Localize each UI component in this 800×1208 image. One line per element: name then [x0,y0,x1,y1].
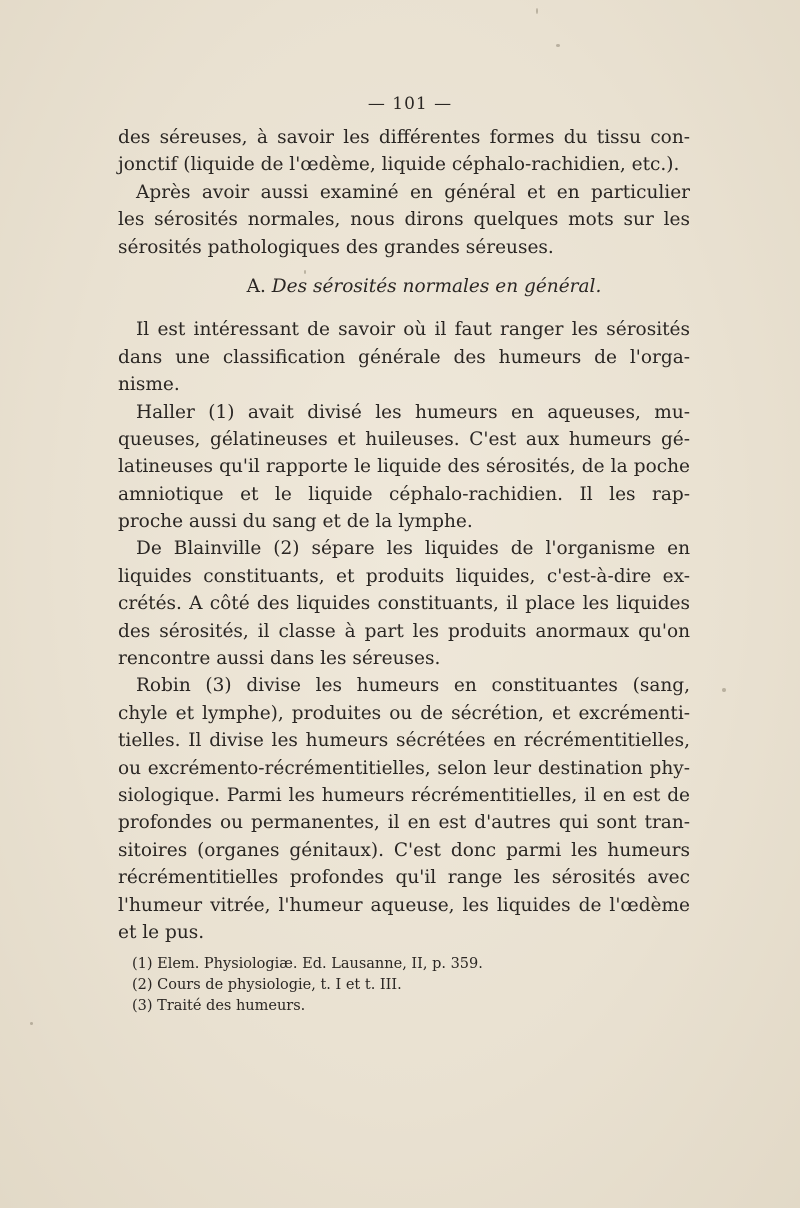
paper-speck [556,44,560,47]
footnote: (1) Elem. Physiologiæ. Ed. Lausanne, II, p. 359. [132,956,483,972]
section-heading-title: Des sérosités normales en général. [271,275,602,297]
footnote: (2) Cours de physiologie, t. I et t. III. [132,977,402,993]
text-line: tielles. Il divise les humeurs sécrétées en récrémentitielles, [118,730,690,752]
text-line: sérosités pathologiques des grandes séreuses. [118,236,554,258]
text-line: siologique. Parmi les humeurs récrémentitielles, il en est de [118,784,690,806]
text-line: Robin (3) divise les humeurs en constituantes (sang, [136,675,690,697]
paragraph [118,399,690,536]
text-line: sitoires (organes génitaux). C'est donc parmi les humeurs [118,839,690,861]
text-line: les sérosités normales, nous dirons quelques mots sur les [118,209,690,231]
text-line: De Blainville (2) sépare les liquides de l'organisme en [136,538,690,560]
text-line: profondes ou permanentes, il en est d'autres qui sont tran- [118,812,690,834]
text-line: Il est intéressant de savoir où il faut ranger les sérosités [136,319,690,341]
text-line: récrémentitielles profondes qu'il range les sérosités avec [118,867,690,889]
text-line: proche aussi du sang et de la lymphe. [118,511,473,533]
text-line: latineuses qu'il rapporte le liquide des sérosités, de la poche [118,456,690,478]
paragraph [118,316,690,398]
section-heading-letter: A. [246,275,266,297]
text-line: des séreuses, à savoir les différentes formes du tissu con- [118,127,690,148]
text-line: des sérosités, il classe à part les produits anormaux qu'on [118,620,690,642]
text-line: Haller (1) avait divisé les humeurs en aqueuses, mu- [136,401,690,423]
paper-speck [536,8,538,14]
paragraph [118,179,690,261]
text-line: liquides constituants, et produits liquides, c'est-à-dire ex- [118,565,690,587]
text-line: queuses, gélatineuses et huileuses. C'est aux humeurs gé- [118,428,690,450]
paper-speck [722,688,726,692]
paper-speck [30,1022,33,1025]
paragraph [118,672,690,946]
text-line: rencontre aussi dans les séreuses. [118,648,441,670]
paragraph [118,124,690,179]
text-line: Après avoir aussi examiné en général et en particulier [136,181,690,203]
footnotes [132,954,483,1017]
text-line: et le pus. [118,921,205,943]
body-text [118,124,690,946]
section-heading [118,273,690,300]
text-line: dans une classification générale des humeurs de l'orga- [118,346,690,368]
text-line: crétés. A côté des liquides constituants, il place les liquides [118,593,690,615]
text-line: jonctif (liquide de l'œdème, liquide céphalo-rachidien, etc.). [118,154,680,176]
text-line: l'humeur vitrée, l'humeur aqueuse, les liquides de l'œdème [118,894,690,916]
footnote: (3) Traité des humeurs. [132,998,306,1014]
paragraph [118,535,690,672]
text-line: nisme. [118,374,180,396]
page-number: — 101 — [367,94,453,114]
text-line: ou excrémento-récrémentitielles, selon leur destination phy- [118,757,690,779]
text-line: chyle et lymphe), produites ou de sécrétion, et excrémenti- [118,702,690,724]
text-line: amniotique et le liquide céphalo-rachidien. Il les rap- [118,483,690,505]
paper-speck [304,270,306,274]
